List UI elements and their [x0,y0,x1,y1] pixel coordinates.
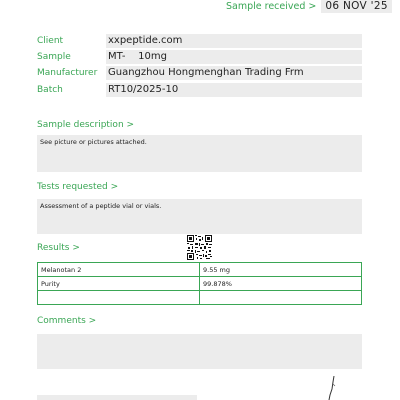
batch-value: RT10/2025-10 [106,83,362,97]
tests-requested-text: Assessment of a peptide vial or vials. [40,202,162,210]
result-value [200,291,362,305]
info-row-manufacturer [37,66,362,80]
sample-received [226,0,392,13]
comments-box [37,334,362,369]
tests-requested-title: Tests requested > [37,182,119,192]
batch-label: Batch [37,85,63,95]
info-row-batch [37,83,362,97]
sample-value: MT- 10mg [106,50,362,64]
footer-partial-field [37,395,197,400]
sample-label: Sample [37,52,71,62]
signature-mark [320,376,344,400]
table-row [38,263,362,277]
comments-title: Comments > [37,316,97,326]
sample-description-text: See picture or pictures attached. [40,138,147,146]
table-row [38,277,362,291]
result-value: 9.55 mg [200,263,362,277]
manufacturer-value: Guangzhou Hongmenghan Trading Frm [106,66,362,80]
result-name: Melanotan 2 [38,263,200,277]
manufacturer-label: Manufacturer [37,68,98,78]
result-name [38,291,200,305]
sample-received-label: Sample received > [226,1,317,12]
sample-description-title: Sample description > [37,120,135,130]
info-row-client [37,34,362,48]
sample-received-date: 06 NOV '25 [321,0,391,13]
sample-description-box [37,135,362,172]
result-name: Purity [38,277,200,291]
results-title: Results > [37,243,80,253]
info-row-sample [37,50,362,64]
table-row [38,291,362,305]
client-label: Client [37,36,64,46]
qr-code-icon [187,235,212,260]
tests-requested-box [37,199,362,234]
client-value: xxpeptide.com [106,34,362,48]
results-table [37,262,362,305]
result-value: 99.878% [200,277,362,291]
